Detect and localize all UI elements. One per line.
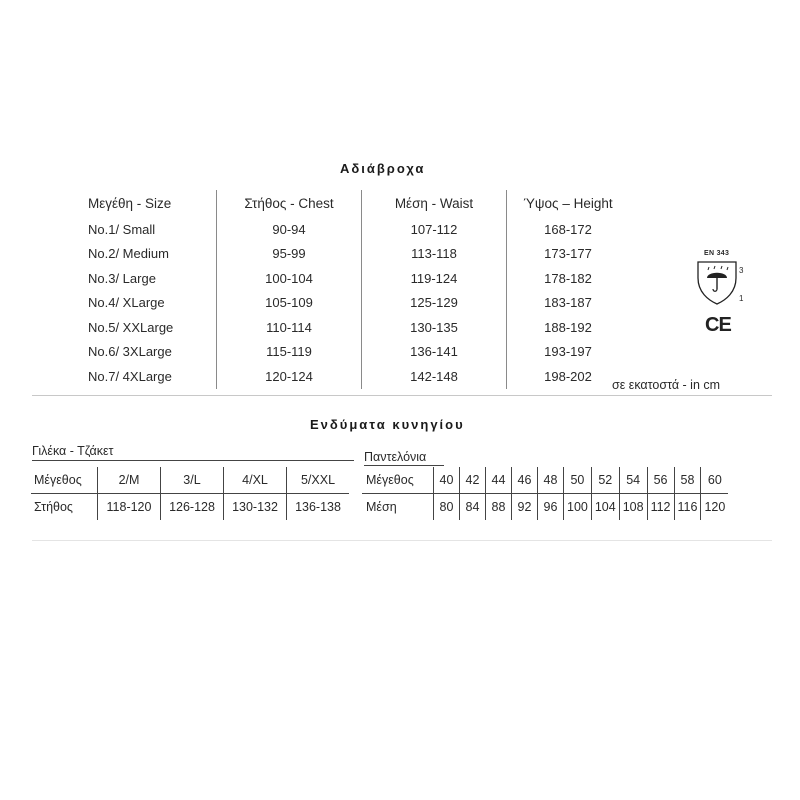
table-header-row — [82, 190, 629, 217]
en343-class-top: 3 — [739, 266, 744, 275]
pants-waist-row — [362, 494, 728, 521]
cell-size: No.1/ Small — [82, 217, 217, 242]
table-row — [82, 242, 629, 267]
pants-waist-cell: 120 — [704, 500, 726, 514]
cell-waist: 107-112 — [362, 217, 507, 242]
pants-size-cell: 46 — [512, 467, 538, 494]
pants-size-label: Μέγεθος — [362, 467, 434, 494]
pants-size-cell: 42 — [460, 467, 486, 494]
cell-chest: 105-109 — [217, 291, 362, 316]
vests-size-cell: 5/XXL — [287, 467, 350, 494]
cell-height: 188-192 — [544, 319, 592, 335]
vests-chest-row — [31, 494, 349, 521]
vests-chest-cell: 118-120 — [98, 494, 161, 521]
cell-chest: 100-104 — [217, 266, 362, 291]
pants-size-cell: 54 — [619, 467, 647, 494]
bottom-divider — [32, 540, 772, 541]
vests-size-cell: 2/M — [98, 467, 161, 494]
cell-size: No.2/ Medium — [82, 242, 217, 267]
cell-chest: 90-94 — [217, 217, 362, 242]
cell-waist: 142-148 — [362, 364, 507, 389]
cell-size: No.7/ 4XLarge — [82, 364, 217, 389]
pants-waist-cell: 96 — [538, 494, 564, 521]
hunting-title: Ενδύματα κυνηγίου — [310, 417, 465, 432]
cell-height: 183-187 — [544, 295, 592, 311]
vests-size-table — [31, 467, 349, 520]
cell-chest: 95-99 — [217, 242, 362, 267]
cell-height: 198-202 — [544, 368, 592, 384]
en343-label: EN 343 — [704, 250, 730, 257]
pants-size-cell: 56 — [647, 467, 674, 494]
rainwear-title: Αδιάβροχα — [340, 161, 426, 176]
table-row — [82, 364, 629, 389]
cell-size: No.4/ XLarge — [82, 291, 217, 316]
cell-size: No.3/ Large — [82, 266, 217, 291]
vests-chest-cell: 136-138 — [295, 500, 341, 514]
pants-waist-cell: 108 — [619, 494, 647, 521]
pants-waist-cell: 80 — [434, 494, 460, 521]
column-header-waist: Μέση - Waist — [362, 190, 507, 217]
pants-waist-cell: 112 — [647, 494, 674, 521]
pants-size-table — [362, 467, 728, 520]
vests-size-cell: 3/L — [161, 467, 224, 494]
cell-size: No.5/ XXLarge — [82, 315, 217, 340]
section-divider — [32, 395, 772, 396]
ce-mark: CE — [705, 314, 731, 336]
pants-size-cell: 52 — [591, 467, 619, 494]
cell-waist: 119-124 — [362, 266, 507, 291]
pants-waist-cell: 116 — [674, 494, 701, 521]
cell-chest: 110-114 — [217, 315, 362, 340]
cell-waist: 130-135 — [362, 315, 507, 340]
vests-chest-cell: 126-128 — [161, 494, 224, 521]
vests-size-label: Μέγεθος — [31, 467, 98, 494]
en343-badge — [695, 248, 745, 315]
table-row — [82, 266, 629, 291]
table-row — [82, 315, 629, 340]
pants-size-cell: 60 — [701, 467, 728, 494]
column-header-height: Ύψος – Height — [523, 196, 613, 211]
pants-size-cell: 40 — [434, 467, 460, 494]
cell-height: 178-182 — [544, 270, 592, 286]
column-header-chest: Στήθος - Chest — [217, 190, 362, 217]
vests-chest-label: Στήθος — [31, 494, 98, 521]
rainwear-size-table — [82, 190, 629, 389]
vests-size-row — [31, 467, 349, 494]
pants-waist-cell: 92 — [512, 494, 538, 521]
pants-waist-label: Μέση — [362, 494, 434, 521]
pants-size-cell: 48 — [538, 467, 564, 494]
vests-chest-cell: 130-132 — [224, 494, 287, 521]
vests-title: Γιλέκα - Τζάκετ — [32, 444, 354, 461]
unit-note: σε εκατοστά - in cm — [612, 378, 721, 392]
pants-title: Παντελόνια — [364, 450, 444, 466]
pants-waist-cell: 104 — [591, 494, 619, 521]
cell-waist: 113-118 — [362, 242, 507, 267]
en343-class-bottom: 1 — [739, 294, 744, 303]
cell-chest: 115-119 — [217, 340, 362, 365]
pants-waist-cell: 88 — [486, 494, 512, 521]
table-row — [82, 340, 629, 365]
cell-size: No.6/ 3XLarge — [82, 340, 217, 365]
cell-waist: 125-129 — [362, 291, 507, 316]
en343-shield-icon — [695, 248, 745, 310]
table-row — [82, 291, 629, 316]
table-row — [82, 217, 629, 242]
vests-size-cell: 4/XL — [224, 467, 287, 494]
cell-waist: 136-141 — [362, 340, 507, 365]
pants-size-cell: 58 — [674, 467, 701, 494]
pants-size-cell: 50 — [564, 467, 592, 494]
column-header-size: Μεγέθη - Size — [82, 190, 217, 217]
pants-size-row — [362, 467, 728, 494]
pants-waist-cell: 100 — [564, 494, 592, 521]
cell-height: 193-197 — [544, 344, 592, 360]
pants-size-cell: 44 — [486, 467, 512, 494]
pants-waist-cell: 84 — [460, 494, 486, 521]
cell-chest: 120-124 — [217, 364, 362, 389]
cell-height: 168-172 — [544, 221, 592, 237]
cell-height: 173-177 — [544, 246, 592, 262]
